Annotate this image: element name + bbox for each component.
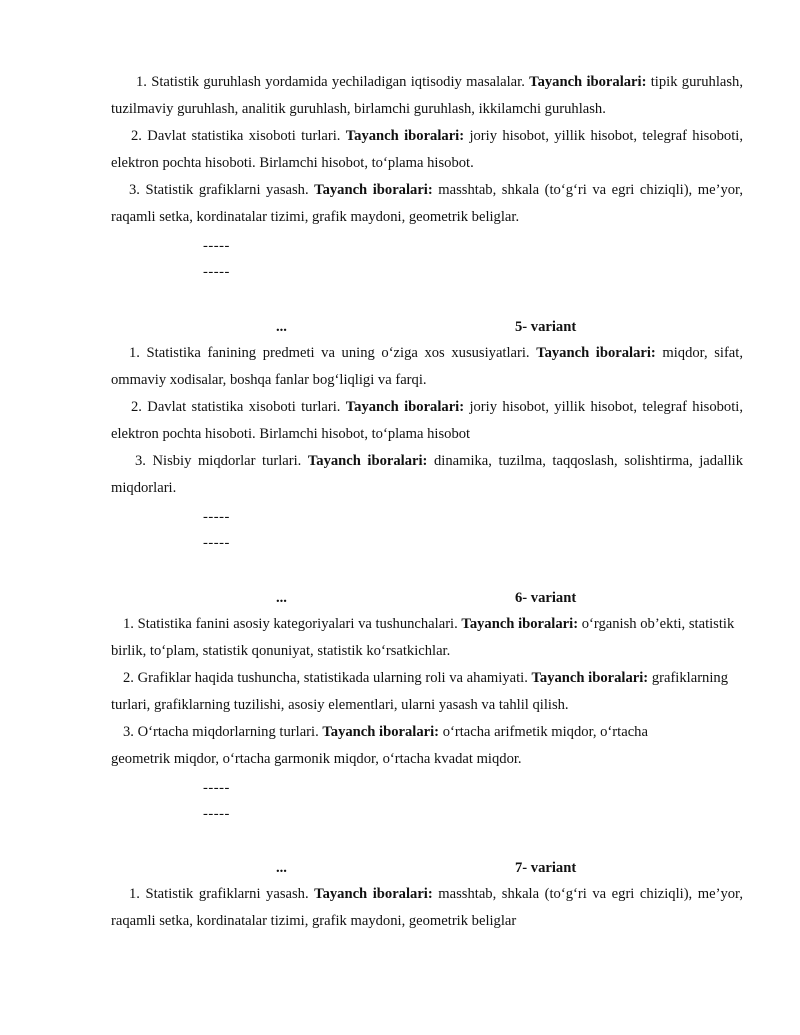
- variant6-item1: 1. Statistika fanini asosiy kategoriyalari va tushunchalari. Tayanch iboralari: o‘rganish ob’ekti, statistik birlik, to‘plam, statistik qonuniyat, statistik ko‘rsatkichlar.: [111, 616, 735, 659]
- keyword-label: Tayanch iboralari:: [345, 399, 465, 415]
- keyword-label: Tayanch iboralari:: [307, 453, 428, 469]
- variant-heading: [0, 317, 800, 337]
- block1-item2: 2. Davlat statistika xisoboti turlari. Tayanch iboralari: joriy hisobot, yillik hisobot, telegraf hisoboti, elektron pochta hisoboti. Birlamchi hisobot, to‘plama hisobot.: [111, 128, 743, 171]
- variant5-item2: 2. Davlat statistika xisoboti turlari. Tayanch iboralari: joriy hisobot, yillik hisobot, telegraf hisoboti, elektron pochta hisoboti. Birlamchi hisobot, to‘plama hisobot: [111, 399, 743, 442]
- separator-dash: -----: [203, 509, 230, 525]
- heading-dots: ...: [276, 319, 287, 335]
- separator-dash: -----: [203, 806, 230, 822]
- variant6-item3: 3. O‘rtacha miqdorlarning turlari. Tayanch iboralari: o‘rtacha arifmetik miqdor, o‘rtacha geometrik miqdor, o‘rtacha garmonik miqdor, o‘rtacha kvadat miqdor.: [111, 724, 648, 767]
- keyword-label: Tayanch iboralari:: [536, 345, 656, 361]
- separator-dash: -----: [203, 535, 230, 551]
- keyword-label: Tayanch iboralari:: [314, 182, 433, 198]
- variant5-item1: 1. Statistika fanining predmeti va uning o‘ziga xos xususiyatlari. Tayanch iboralari: miqdor, sifat, ommaviy xodisalar, boshqa fanlar bog‘liqligi va farqi.: [111, 345, 743, 388]
- block1-item3: 3. Statistik grafiklarni yasash. Tayanch iboralari: masshtab, shkala (to‘g‘ri va egri chiziqli), me’yor, raqamli setka, kordinatalar tizimi, grafik maydoni, geometrik beliglar.: [111, 182, 743, 225]
- variant6-item2: 2. Grafiklar haqida tushuncha, statistikada ularning roli va ahamiyati. Tayanch iboralari: grafiklarning turlari, grafiklarning tuzilishi, asosiy elementlari, ularni yasash va tahlil qilish.: [111, 670, 728, 713]
- variant-heading: [0, 588, 800, 608]
- keyword-label: Tayanch iboralari:: [529, 74, 647, 90]
- heading-dots: ...: [276, 590, 287, 606]
- separator-dash: -----: [203, 238, 230, 254]
- variant-title: 6- variant: [515, 590, 577, 606]
- variant7-item1: 1. Statistik grafiklarni yasash. Tayanch iboralari: masshtab, shkala (to‘g‘ri va egri chiziqli), me’yor, raqamli setka, kordinatalar tizimi, grafik maydoni, geometrik beliglar: [111, 886, 743, 929]
- variant5-item3: 3. Nisbiy miqdorlar turlari. Tayanch iboralari: dinamika, tuzilma, taqqoslash, solishtirma, jadallik miqdorlari.: [111, 453, 744, 496]
- separator-dash: -----: [203, 780, 230, 796]
- block1-item1: 1. Statistik guruhlash yordamida yechiladigan iqtisodiy masalalar. Tayanch iboralari: tipik guruhlash, tuzilmaviy guruhlash, analitik guruhlash, birlamchi guruhlash, ikkilamchi guruhlash.: [111, 74, 743, 117]
- separator-dash: -----: [203, 264, 230, 280]
- heading-dots: ...: [276, 860, 287, 876]
- variant-title: 5- variant: [515, 319, 577, 335]
- keyword-label: Tayanch iboralari:: [461, 616, 579, 632]
- keyword-label: Tayanch iboralari:: [322, 724, 440, 740]
- keyword-label: Tayanch iboralari:: [531, 670, 649, 686]
- keyword-label: Tayanch iboralari:: [314, 886, 433, 902]
- variant-heading: [0, 858, 800, 878]
- variant-title: 7- variant: [515, 860, 577, 876]
- keyword-label: Tayanch iboralari:: [345, 128, 465, 144]
